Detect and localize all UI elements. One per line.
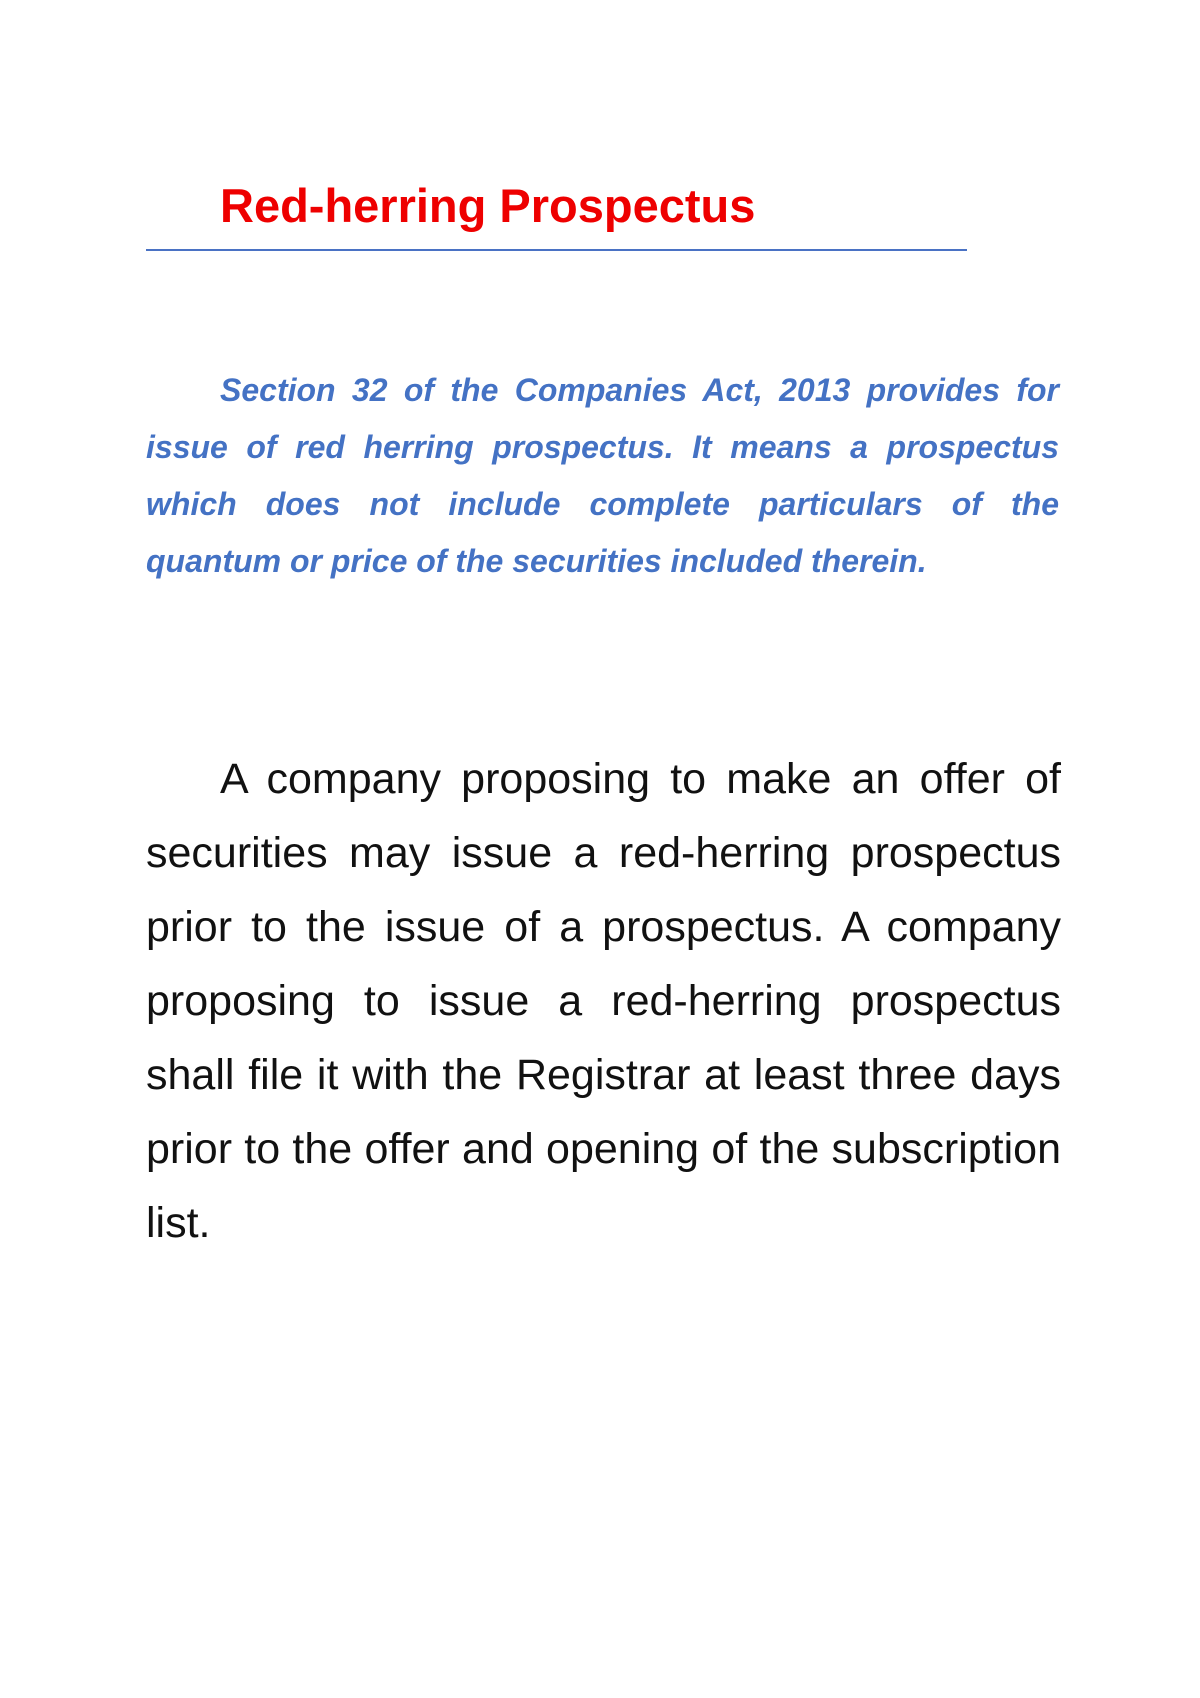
page-title: Red-herring Prospectus [220,179,756,232]
intro-paragraph: Section 32 of the Companies Act, 2013 provides for issue of red herring prospectus. It means a prospectus which does not include complete particulars of the quantum or price of the securities included therein. [146,372,1059,579]
title-underline-divider [146,249,967,251]
body-paragraph: A company proposing to make an offer of securities may issue a red-herring prospectus prior to the issue of a prospectus. A company proposing to issue a red-herring prospectus shall file it with the Registrar at least three days prior to the offer and opening of the subscription list. [146,755,1061,1247]
